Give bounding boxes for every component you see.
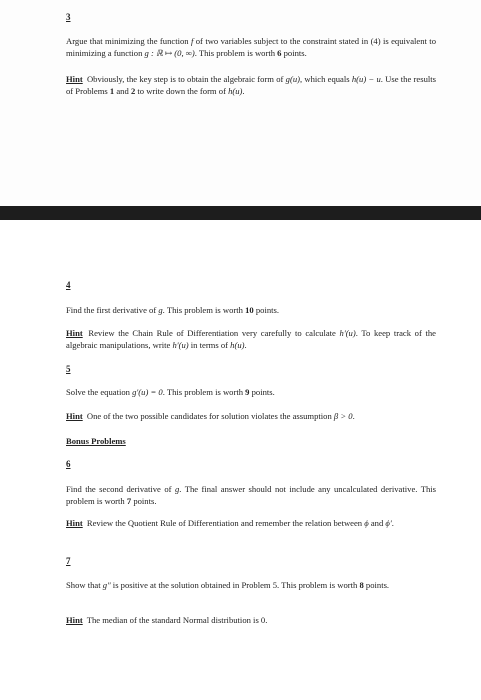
page-divider (0, 206, 481, 220)
problem-4-number: 4 (66, 280, 71, 290)
problem-4-hint: Hint Review the Chain Rule of Differentiation very carefully to calculate h′(u). To keep track of the algebraic manipulations, write h′(u) in terms of h(u). (66, 328, 436, 350)
hint-label: Hint (66, 328, 83, 338)
hint-label: Hint (66, 615, 83, 625)
hint-label: Hint (66, 411, 83, 421)
problem-7-statement: Show that g″ is positive at the solution obtained in Problem 5. This problem is worth 8 points. (66, 580, 390, 590)
page-top (0, 0, 481, 206)
problem-6-statement: Find the second derivative of g. The final answer should not include any uncalculated derivative. This problem is worth 7 points. (66, 484, 436, 506)
hint-label: Hint (66, 518, 83, 528)
problem-5-statement: Solve the equation g′(u) = 0. This problem is worth 9 points. (66, 387, 275, 397)
problem-7-hint: Hint The median of the standard Normal distribution is 0. (66, 615, 268, 625)
problem-6-number: 6 (66, 459, 71, 469)
problem-7-number: 7 (66, 556, 71, 566)
problem-5-hint: Hint One of the two possible candidates for solution violates the assumption β > 0. (66, 411, 355, 421)
bonus-problems-heading: Bonus Problems (66, 436, 126, 446)
problem-4-statement: Find the first derivative of g. This problem is worth 10 points. (66, 305, 280, 315)
page-bottom (0, 220, 481, 700)
problem-6-hint: Hint Review the Quotient Rule of Differentiation and remember the relation between ϕ and ϕ′. (66, 518, 394, 528)
problem-3-hint: Hint Obviously, the key step is to obtain the algebraic form of g(u), which equals h(u) − u. Use the results of Problems 1 and 2 to write down the form of h(u). (66, 74, 436, 96)
hint-label: Hint (66, 74, 83, 84)
problem-3-number: 3 (66, 12, 71, 22)
problem-3-statement: Argue that minimizing the function f of two variables subject to the constraint stated in (4) is equivalent to minimizing a function g : ℝ ↦ (0, ∞). This problem is worth 6 points. (66, 36, 436, 58)
problem-5-number: 5 (66, 364, 71, 374)
